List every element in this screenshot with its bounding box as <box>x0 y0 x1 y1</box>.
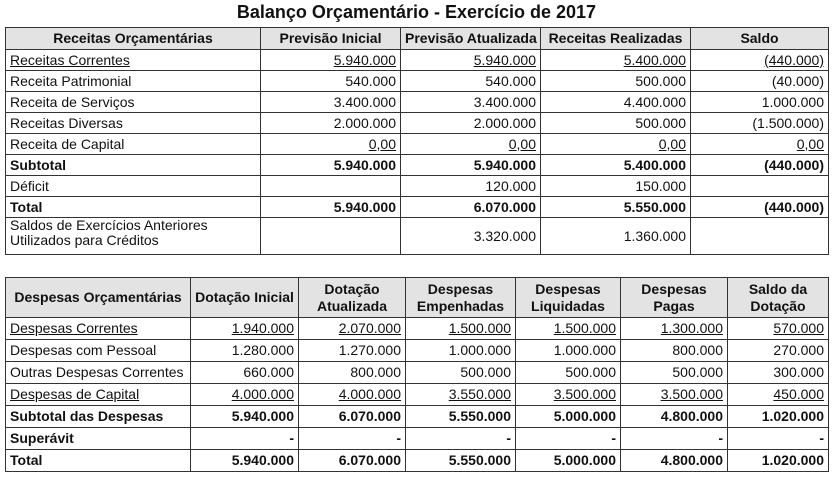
value-text: 5.400.000 <box>623 51 686 68</box>
value-text: 1.300.000 <box>660 320 723 336</box>
value-text: 2.070.000 <box>338 320 401 336</box>
table-row <box>6 384 829 406</box>
value-text: - <box>506 430 511 446</box>
row-label-text: Total <box>10 198 43 215</box>
value-cell <box>516 362 621 384</box>
row-label-text: Superávit <box>10 430 74 446</box>
row-label-text: Despesas de Capital <box>10 386 140 402</box>
value-cell <box>406 384 516 406</box>
row-label-text: Despesas com Pessoal <box>10 342 157 358</box>
value-text: 5.940.000 <box>333 156 396 173</box>
row-label-text: Total <box>10 452 43 468</box>
row-label <box>6 197 261 218</box>
value-cell <box>401 197 541 218</box>
value-text: 1.020.000 <box>761 408 824 424</box>
receitas-body <box>6 50 829 255</box>
value-cell <box>261 155 401 176</box>
value-cell <box>401 113 541 134</box>
value-text: 4.400.000 <box>623 93 686 110</box>
value-cell <box>261 113 401 134</box>
value-text: 5.940.000 <box>473 156 536 173</box>
value-text: 4.800.000 <box>660 452 723 468</box>
despesas-column-header: Dotação Inicial <box>191 278 299 318</box>
value-cell <box>191 318 299 340</box>
value-text: 3.400.000 <box>333 93 396 110</box>
value-text: 500.000 <box>672 364 723 380</box>
value-cell <box>261 176 401 197</box>
value-text: 2.000.000 <box>333 114 396 131</box>
value-text: (1.500.000) <box>752 114 824 131</box>
value-text: 540.000 <box>485 72 536 89</box>
value-cell <box>621 318 728 340</box>
value-text: 1.000.000 <box>761 93 824 110</box>
value-cell <box>406 450 516 472</box>
value-text: 1.270.000 <box>338 342 401 358</box>
value-cell <box>261 92 401 113</box>
despesas-column-header: Saldo da Dotação <box>728 278 829 318</box>
value-cell <box>516 450 621 472</box>
table-row <box>6 340 829 362</box>
value-cell <box>728 384 829 406</box>
value-cell <box>541 50 691 71</box>
value-cell <box>299 362 406 384</box>
value-text: 0,00 <box>658 135 686 152</box>
value-cell <box>621 362 728 384</box>
row-label-text: Receitas Diversas <box>10 114 123 131</box>
value-cell <box>191 362 299 384</box>
receitas-header-row <box>6 28 829 50</box>
value-text: 1.940.000 <box>231 320 294 336</box>
row-label <box>6 218 261 255</box>
despesas-body <box>6 318 829 472</box>
value-cell <box>621 428 728 450</box>
table-row <box>6 318 829 340</box>
value-text: 5.400.000 <box>623 156 686 173</box>
row-label <box>6 155 261 176</box>
value-cell <box>401 71 541 92</box>
despesas-header-row <box>6 278 829 318</box>
table-row <box>6 197 829 218</box>
value-cell <box>691 50 829 71</box>
value-text: 120.000 <box>485 177 536 194</box>
value-cell <box>691 218 829 255</box>
value-cell <box>541 71 691 92</box>
value-cell <box>691 134 829 155</box>
value-text: 6.070.000 <box>338 408 401 424</box>
value-text: 6.070.000 <box>338 452 401 468</box>
value-text: 0,00 <box>508 135 536 152</box>
value-text: - <box>718 430 723 446</box>
value-cell <box>516 384 621 406</box>
value-cell <box>691 197 829 218</box>
value-text: 3.320.000 <box>473 227 536 244</box>
value-cell <box>191 406 299 428</box>
value-cell <box>728 362 829 384</box>
value-text: 3.500.000 <box>660 386 723 402</box>
value-text: 500.000 <box>635 114 686 131</box>
value-cell <box>516 428 621 450</box>
value-text: 1.500.000 <box>448 320 511 336</box>
value-text: 5.550.000 <box>448 452 511 468</box>
value-text: 570.000 <box>773 320 824 336</box>
value-cell <box>691 176 829 197</box>
table-row <box>6 92 829 113</box>
row-label-text: Receita de Capital <box>10 135 125 152</box>
row-label-text: Subtotal <box>10 156 66 173</box>
row-label <box>6 362 191 384</box>
value-cell <box>541 134 691 155</box>
despesas-column-header: Despesas Liquidadas <box>516 278 621 318</box>
value-cell <box>299 428 406 450</box>
value-cell <box>261 218 401 255</box>
value-cell <box>691 113 829 134</box>
value-cell <box>191 450 299 472</box>
value-cell <box>406 406 516 428</box>
value-cell <box>191 384 299 406</box>
row-label <box>6 428 191 450</box>
value-text: 450.000 <box>773 386 824 402</box>
value-cell <box>728 428 829 450</box>
value-cell <box>691 71 829 92</box>
value-cell <box>406 318 516 340</box>
row-label <box>6 384 191 406</box>
despesas-table <box>5 277 829 472</box>
row-label <box>6 50 261 71</box>
table-row <box>6 134 829 155</box>
value-text: 660.000 <box>243 364 294 380</box>
value-text: 800.000 <box>350 364 401 380</box>
value-cell <box>401 155 541 176</box>
value-cell <box>406 428 516 450</box>
value-text: 3.400.000 <box>473 93 536 110</box>
value-cell <box>621 384 728 406</box>
value-cell <box>728 318 829 340</box>
value-text: 5.940.000 <box>333 198 396 215</box>
despesas-column-header: Despesas Orçamentárias <box>6 278 191 318</box>
value-cell <box>621 340 728 362</box>
table-row <box>6 362 829 384</box>
despesas-column-header: Despesas Empenhadas <box>406 278 516 318</box>
row-label <box>6 450 191 472</box>
row-label-text: Receita Patrimonial <box>10 72 132 89</box>
value-cell <box>261 71 401 92</box>
value-cell <box>516 406 621 428</box>
value-text: 6.070.000 <box>473 198 536 215</box>
row-label <box>6 92 261 113</box>
value-text: 1.000.000 <box>553 342 616 358</box>
despesas-column-header: Despesas Pagas <box>621 278 728 318</box>
value-text: 0,00 <box>368 135 396 152</box>
value-text: - <box>396 430 401 446</box>
value-cell <box>261 134 401 155</box>
value-text: (440.000) <box>764 198 824 215</box>
table-row <box>6 50 829 71</box>
value-text: 5.940.000 <box>473 51 536 68</box>
value-cell <box>541 218 691 255</box>
table-row <box>6 428 829 450</box>
value-cell <box>728 406 829 428</box>
value-text: 3.500.000 <box>553 386 616 402</box>
value-cell <box>261 50 401 71</box>
receitas-table <box>5 27 829 255</box>
value-cell <box>299 406 406 428</box>
value-text: 1.280.000 <box>231 342 294 358</box>
value-cell <box>191 340 299 362</box>
row-label <box>6 318 191 340</box>
value-cell <box>541 113 691 134</box>
row-label <box>6 113 261 134</box>
value-cell <box>516 340 621 362</box>
value-cell <box>621 450 728 472</box>
value-cell <box>299 318 406 340</box>
receitas-column-header: Receitas Orçamentárias <box>6 28 261 50</box>
receitas-column-header: Previsão Atualizada <box>401 28 541 50</box>
value-text: 3.550.000 <box>448 386 511 402</box>
value-text: (440.000) <box>764 156 824 173</box>
table-row <box>6 71 829 92</box>
despesas-column-header: Dotação Atualizada <box>299 278 406 318</box>
table-row <box>6 218 829 255</box>
value-text: (440.000) <box>764 51 824 68</box>
value-text: 800.000 <box>672 342 723 358</box>
row-label-text: Receitas Correntes <box>10 51 130 68</box>
value-cell <box>261 197 401 218</box>
value-cell <box>728 340 829 362</box>
receitas-column-header: Previsão Inicial <box>261 28 401 50</box>
value-text: 5.000.000 <box>553 408 616 424</box>
value-text: 1.020.000 <box>761 452 824 468</box>
value-cell <box>401 50 541 71</box>
value-cell <box>541 197 691 218</box>
value-text: 300.000 <box>773 364 824 380</box>
value-text: 1.500.000 <box>553 320 616 336</box>
value-cell <box>621 406 728 428</box>
value-cell <box>406 340 516 362</box>
row-label <box>6 406 191 428</box>
value-text: 1.360.000 <box>623 227 686 244</box>
value-text: - <box>611 430 616 446</box>
value-text: 2.000.000 <box>473 114 536 131</box>
value-cell <box>191 428 299 450</box>
value-text: 500.000 <box>635 72 686 89</box>
value-text: 5.940.000 <box>231 452 294 468</box>
value-cell <box>299 340 406 362</box>
row-label <box>6 134 261 155</box>
value-cell <box>541 92 691 113</box>
row-label-text: Saldos de Exercícios Anteriores Utilizados para Créditos <box>10 217 208 248</box>
value-cell <box>691 155 829 176</box>
value-text: 0,00 <box>796 135 824 152</box>
value-cell <box>541 176 691 197</box>
value-text: 540.000 <box>345 72 396 89</box>
value-text: (40.000) <box>771 72 824 89</box>
row-label-text: Despesas Correntes <box>10 320 138 336</box>
value-text: 4.000.000 <box>338 386 401 402</box>
receitas-column-header: Receitas Realizadas <box>541 28 691 50</box>
table-row <box>6 406 829 428</box>
row-label <box>6 340 191 362</box>
receitas-column-header: Saldo <box>691 28 829 50</box>
row-label <box>6 176 261 197</box>
value-cell <box>401 92 541 113</box>
value-text: 4.000.000 <box>231 386 294 402</box>
value-cell <box>691 92 829 113</box>
value-text: - <box>819 430 824 446</box>
value-cell <box>516 318 621 340</box>
value-cell <box>401 134 541 155</box>
value-text: 5.000.000 <box>553 452 616 468</box>
value-text: 150.000 <box>635 177 686 194</box>
value-cell <box>728 450 829 472</box>
table-row <box>6 450 829 472</box>
value-text: 5.940.000 <box>333 51 396 68</box>
row-label-text: Receita de Serviços <box>10 93 135 110</box>
value-text: 5.550.000 <box>623 198 686 215</box>
value-text: 270.000 <box>773 342 824 358</box>
value-cell <box>401 176 541 197</box>
value-text: 500.000 <box>565 364 616 380</box>
value-text: 4.800.000 <box>660 408 723 424</box>
table-row <box>6 113 829 134</box>
row-label-text: Outras Despesas Correntes <box>10 364 184 380</box>
value-text: 5.550.000 <box>448 408 511 424</box>
value-cell <box>299 450 406 472</box>
table-row <box>6 155 829 176</box>
table-row <box>6 176 829 197</box>
row-label-text: Déficit <box>10 177 49 194</box>
value-cell <box>406 362 516 384</box>
value-cell <box>401 218 541 255</box>
row-label-text: Subtotal das Despesas <box>10 408 164 424</box>
value-text: 1.000.000 <box>448 342 511 358</box>
value-text: 500.000 <box>460 364 511 380</box>
row-label <box>6 71 261 92</box>
page-title: Balanço Orçamentário - Exercício de 2017 <box>236 2 597 22</box>
value-text: 5.940.000 <box>231 408 294 424</box>
value-cell <box>299 384 406 406</box>
value-text: - <box>289 430 294 446</box>
value-cell <box>541 155 691 176</box>
